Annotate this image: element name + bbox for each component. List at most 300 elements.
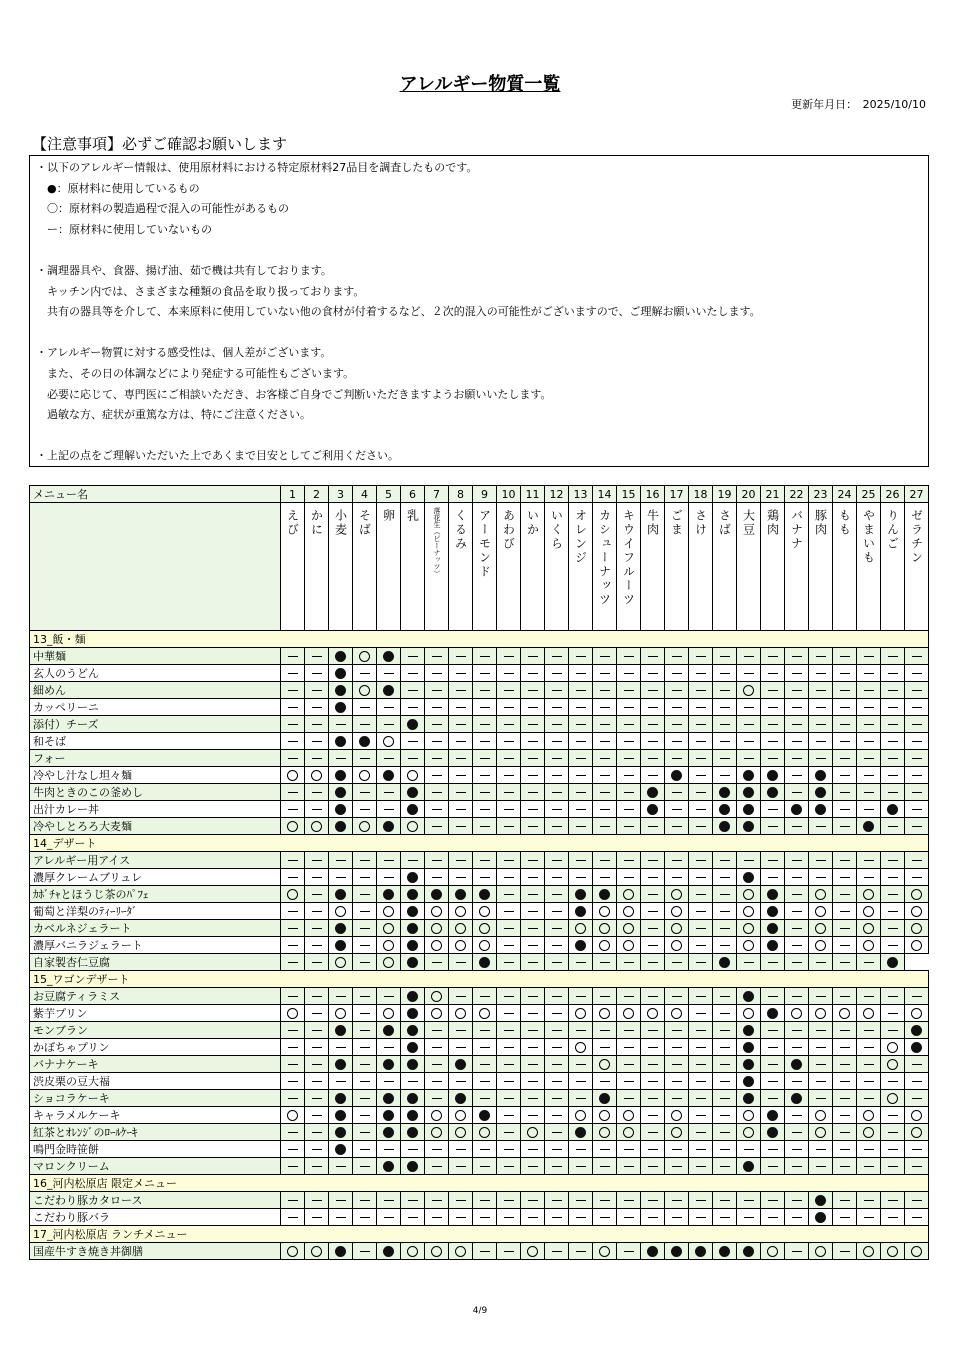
open-circle-mark: [743, 923, 754, 934]
allergen-mark-cell: [905, 869, 929, 886]
dash-mark: [456, 860, 466, 862]
dash-mark: [648, 911, 658, 913]
dash-mark: [696, 792, 706, 794]
allergen-name-cell: [281, 503, 305, 631]
allergen-mark-cell: [329, 767, 353, 784]
allergen-name: 豚肉: [813, 509, 828, 537]
dash-mark: [696, 1098, 706, 1100]
dash-mark: [384, 1149, 394, 1151]
open-circle-mark: [575, 1110, 586, 1121]
dash-mark: [336, 877, 346, 879]
dash-mark: [480, 1217, 490, 1219]
dash-mark: [288, 690, 298, 692]
open-circle-mark: [311, 821, 322, 832]
allergen-mark-cell: [641, 784, 665, 801]
open-circle-mark: [887, 1246, 898, 1257]
filled-circle-mark: [647, 787, 658, 798]
allergen-mark-cell: [713, 988, 737, 1005]
allergen-mark-cell: [857, 733, 881, 750]
allergen-mark-cell: [425, 665, 449, 682]
dash-mark: [816, 877, 826, 879]
dash-mark: [792, 860, 802, 862]
open-circle-mark: [623, 889, 634, 900]
allergen-mark-cell: [593, 648, 617, 665]
allergen-mark-cell: [425, 852, 449, 869]
allergen-mark-cell: [329, 869, 353, 886]
allergen-mark-cell: [737, 818, 761, 835]
dash-mark: [552, 690, 562, 692]
filled-circle-mark: [431, 889, 442, 900]
allergen-mark-cell: [425, 988, 449, 1005]
allergen-name: オレンジ: [573, 509, 588, 565]
allergen-mark-cell: [665, 1243, 689, 1260]
allergen-mark-cell: [713, 801, 737, 818]
allergen-mark-cell: [713, 1158, 737, 1175]
allergen-mark-cell: [905, 716, 929, 733]
allergen-mark-cell: [785, 1107, 809, 1124]
allergen-mark-cell: [425, 903, 449, 920]
allergen-mark-cell: [401, 1073, 425, 1090]
dash-mark: [696, 877, 706, 879]
filled-circle-mark: [383, 1161, 394, 1172]
allergen-mark-cell: [329, 1243, 353, 1260]
dash-mark: [528, 741, 538, 743]
allergen-mark-cell: [281, 699, 305, 716]
open-circle-mark: [431, 1127, 442, 1138]
allergen-mark-cell: [737, 1243, 761, 1260]
allergen-mark-cell: [833, 1073, 857, 1090]
dash-mark: [912, 1166, 922, 1168]
dash-mark: [504, 1217, 514, 1219]
allergen-mark-cell: [569, 1158, 593, 1175]
dash-mark: [504, 1149, 514, 1151]
allergen-mark-cell: [401, 1243, 425, 1260]
menu-name: カベルネジェラート: [30, 920, 281, 937]
allergen-mark-cell: [473, 1039, 497, 1056]
allergen-name: くるみ: [453, 509, 468, 551]
allergen-mark-cell: [857, 665, 881, 682]
dash-mark: [336, 1166, 346, 1168]
allergen-mark-cell: [353, 682, 377, 699]
open-circle-mark: [575, 923, 586, 934]
open-circle-mark: [599, 1127, 610, 1138]
allergen-mark-cell: [425, 699, 449, 716]
allergen-mark-cell: [857, 1192, 881, 1209]
allergen-mark-cell: [881, 784, 905, 801]
allergen-mark-cell: [329, 1141, 353, 1158]
dash-mark: [696, 741, 706, 743]
allergen-mark-cell: [617, 988, 641, 1005]
allergen-mark-cell: [569, 1192, 593, 1209]
open-circle-mark: [575, 1042, 586, 1053]
dash-mark: [672, 962, 682, 964]
dash-mark: [648, 826, 658, 828]
allergen-mark-cell: [377, 784, 401, 801]
allergen-mark-cell: [353, 801, 377, 818]
allergen-mark-cell: [761, 1243, 785, 1260]
open-circle-mark: [815, 889, 826, 900]
dash-mark: [888, 894, 898, 896]
category-row: [30, 1175, 929, 1192]
allergen-mark-cell: [689, 1056, 713, 1073]
notice-line: ・以下のアレルギー情報は、使用原材料における特定原材料27品目を調査したものです。: [36, 161, 478, 174]
allergen-mark-cell: [713, 1192, 737, 1209]
filled-circle-mark: [743, 1059, 754, 1070]
filled-circle-mark: [767, 906, 778, 917]
allergen-mark-cell: [521, 1005, 545, 1022]
dash-mark: [504, 724, 514, 726]
dash-mark: [912, 1064, 922, 1066]
dash-mark: [432, 775, 442, 777]
filled-circle-mark: [791, 1093, 802, 1104]
dash-mark: [648, 656, 658, 658]
open-circle-mark: [623, 940, 634, 951]
allergen-mark-cell: [713, 665, 737, 682]
dash-mark: [648, 928, 658, 930]
dash-mark: [792, 1047, 802, 1049]
filled-circle-mark: [335, 1110, 346, 1121]
allergen-mark-cell: [761, 682, 785, 699]
allergen-mark-cell: [641, 1107, 665, 1124]
allergen-mark-cell: [665, 1107, 689, 1124]
dash-mark: [624, 860, 634, 862]
allergen-mark-cell: [665, 1124, 689, 1141]
allergen-mark-cell: [761, 920, 785, 937]
allergen-mark-cell: [305, 767, 329, 784]
filled-circle-mark: [407, 889, 418, 900]
dash-mark: [384, 758, 394, 760]
allergen-mark-cell: [689, 818, 713, 835]
allergen-mark-cell: [737, 648, 761, 665]
filled-circle-mark: [407, 787, 418, 798]
allergen-mark-cell: [281, 716, 305, 733]
allergen-mark-cell: [713, 716, 737, 733]
open-circle-mark: [383, 736, 394, 747]
allergen-mark-cell: [665, 954, 689, 971]
allergen-mark-cell: [665, 1039, 689, 1056]
allergen-mark-cell: [761, 903, 785, 920]
allergen-mark-cell: [809, 1158, 833, 1175]
open-circle-mark: [287, 770, 298, 781]
filled-circle-mark: [335, 1025, 346, 1036]
allergen-mark-cell: [401, 920, 425, 937]
allergen-mark-cell: [761, 1073, 785, 1090]
allergen-mark-cell: [665, 886, 689, 903]
allergen-mark-cell: [545, 954, 569, 971]
dash-mark: [312, 877, 322, 879]
filled-circle-mark: [359, 736, 370, 747]
dash-mark: [624, 741, 634, 743]
allergen-mark-cell: [521, 886, 545, 903]
allergen-name: 落花生（ピーナッツ）: [433, 507, 441, 577]
allergen-name: キウイフルーツ: [621, 509, 636, 607]
dash-mark: [624, 1166, 634, 1168]
open-circle-mark: [815, 1127, 826, 1138]
filled-circle-mark: [407, 991, 418, 1002]
allergen-mark-cell: [833, 699, 857, 716]
allergen-mark-cell: [785, 1090, 809, 1107]
allergen-mark-cell: [857, 886, 881, 903]
allergen-mark-cell: [569, 920, 593, 937]
allergen-mark-cell: [713, 903, 737, 920]
dash-mark: [384, 1200, 394, 1202]
open-circle-mark: [599, 1059, 610, 1070]
dash-mark: [504, 809, 514, 811]
allergen-mark-cell: [689, 1073, 713, 1090]
allergen-mark-cell: [425, 750, 449, 767]
menu-name: ｶﾎﾞﾁｬとほうじ茶のﾊﾟﾌｪ: [30, 886, 281, 903]
allergen-mark-cell: [641, 699, 665, 716]
allergen-mark-cell: [593, 1090, 617, 1107]
open-circle-mark: [431, 1008, 442, 1019]
allergen-mark-cell: [665, 648, 689, 665]
dash-mark: [504, 928, 514, 930]
dash-mark: [792, 826, 802, 828]
allergen-mark-cell: [593, 1107, 617, 1124]
dash-mark: [480, 1098, 490, 1100]
dash-mark: [528, 1166, 538, 1168]
allergen-mark-cell: [305, 1022, 329, 1039]
dash-mark: [432, 1030, 442, 1032]
dash-mark: [840, 724, 850, 726]
dash-mark: [408, 741, 418, 743]
allergen-mark-cell: [809, 1039, 833, 1056]
allergen-mark-cell: [497, 716, 521, 733]
menu-row: [30, 1090, 929, 1107]
dash-mark: [480, 673, 490, 675]
allergen-mark-cell: [809, 988, 833, 1005]
dash-mark: [744, 1149, 754, 1151]
allergen-mark-cell: [401, 750, 425, 767]
dash-mark: [312, 1030, 322, 1032]
allergen-mark-cell: [329, 920, 353, 937]
dash-mark: [792, 911, 802, 913]
allergen-mark-cell: [449, 648, 473, 665]
dash-mark: [480, 826, 490, 828]
dash-mark: [552, 1217, 562, 1219]
allergen-mark-cell: [473, 954, 497, 971]
allergen-mark-cell: [905, 733, 929, 750]
allergen-mark-cell: [905, 1056, 929, 1073]
allergen-mark-cell: [305, 1124, 329, 1141]
dash-mark: [552, 996, 562, 998]
allergen-mark-cell: [809, 699, 833, 716]
allergen-mark-cell: [641, 1005, 665, 1022]
dash-mark: [768, 1098, 778, 1100]
allergen-mark-cell: [353, 1192, 377, 1209]
dash-mark: [768, 1064, 778, 1066]
allergen-mark-cell: [905, 1158, 929, 1175]
open-circle-mark: [383, 1008, 394, 1019]
allergen-number: 2: [305, 486, 329, 503]
open-circle-mark: [383, 923, 394, 934]
dash-mark: [672, 673, 682, 675]
allergen-mark-cell: [281, 1022, 305, 1039]
allergen-mark-cell: [593, 988, 617, 1005]
filled-circle-mark: [815, 787, 826, 798]
dash-mark: [552, 809, 562, 811]
dash-mark: [504, 1047, 514, 1049]
open-circle-mark: [287, 1008, 298, 1019]
allergen-mark-cell: [857, 784, 881, 801]
dash-mark: [576, 826, 586, 828]
allergen-mark-cell: [521, 818, 545, 835]
allergen-mark-cell: [641, 869, 665, 886]
dash-mark: [768, 1149, 778, 1151]
filled-circle-mark: [335, 804, 346, 815]
dash-mark: [552, 1132, 562, 1134]
dash-mark: [720, 1149, 730, 1151]
allergen-mark-cell: [473, 665, 497, 682]
allergen-mark-cell: [401, 852, 425, 869]
open-circle-mark: [815, 1110, 826, 1121]
allergen-mark-cell: [809, 903, 833, 920]
allergen-mark-cell: [569, 988, 593, 1005]
allergen-mark-cell: [761, 1005, 785, 1022]
allergen-mark-cell: [737, 1124, 761, 1141]
allergen-mark-cell: [689, 1192, 713, 1209]
allergen-mark-cell: [593, 784, 617, 801]
allergen-mark-cell: [449, 1073, 473, 1090]
allergen-mark-cell: [665, 750, 689, 767]
updated-date: 更新年月日： 2025/10/10: [791, 98, 926, 111]
allergen-mark-cell: [281, 937, 305, 954]
allergen-mark-cell: [905, 1005, 929, 1022]
allergen-mark-cell: [377, 750, 401, 767]
allergen-mark-cell: [497, 682, 521, 699]
allergen-mark-cell: [281, 750, 305, 767]
dash-mark: [288, 911, 298, 913]
dash-mark: [792, 1132, 802, 1134]
dash-mark: [456, 707, 466, 709]
allergen-mark-cell: [521, 1090, 545, 1107]
dash-mark: [384, 1217, 394, 1219]
allergen-mark-cell: [569, 784, 593, 801]
allergen-mark-cell: [353, 665, 377, 682]
allergen-name-cell: [665, 503, 689, 631]
notice-line: 共有の器具等を介して、本来原料に使用していない他の食材が付着するなど、２次的混入の可能性がございますので、ご理解お願いいたします。: [36, 305, 761, 319]
dash-mark: [360, 1030, 370, 1032]
menu-row: [30, 750, 929, 767]
dash-mark: [576, 1030, 586, 1032]
allergen-mark-cell: [665, 988, 689, 1005]
allergen-mark-cell: [377, 1022, 401, 1039]
allergen-mark-cell: [809, 1243, 833, 1260]
dash-mark: [600, 656, 610, 658]
dash-mark: [912, 1098, 922, 1100]
allergen-mark-cell: [593, 1005, 617, 1022]
dash-mark: [552, 1149, 562, 1151]
allergen-mark-cell: [545, 920, 569, 937]
dash-mark: [672, 809, 682, 811]
allergen-mark-cell: [473, 699, 497, 716]
notice-line: キッチン内では、さまざまな種類の食品を取り扱っております。: [36, 284, 365, 298]
dash-mark: [288, 928, 298, 930]
dash-mark: [720, 860, 730, 862]
allergen-mark-cell: [377, 1124, 401, 1141]
menu-header-blank: [30, 503, 281, 631]
allergen-mark-cell: [449, 903, 473, 920]
dash-mark: [816, 1047, 826, 1049]
menu-name: こだわり豚バラ: [30, 1209, 281, 1226]
filled-circle-mark: [575, 889, 586, 900]
allergen-mark-cell: [521, 1124, 545, 1141]
dash-mark: [528, 911, 538, 913]
filled-circle-mark: [407, 1025, 418, 1036]
dash-mark: [384, 673, 394, 675]
allergen-mark-cell: [689, 784, 713, 801]
dash-mark: [792, 1149, 802, 1151]
allergen-mark-cell: [449, 1124, 473, 1141]
dash-mark: [672, 1030, 682, 1032]
dash-mark: [288, 945, 298, 947]
allergen-mark-cell: [641, 733, 665, 750]
allergen-mark-cell: [281, 1090, 305, 1107]
page-number: 4/9: [472, 1306, 488, 1316]
allergen-mark-cell: [641, 1056, 665, 1073]
dash-mark: [384, 1047, 394, 1049]
dash-mark: [312, 724, 322, 726]
allergen-mark-cell: [545, 1039, 569, 1056]
dash-mark: [312, 962, 322, 964]
allergen-mark-cell: [833, 1056, 857, 1073]
dash-mark: [888, 1081, 898, 1083]
allergen-mark-cell: [809, 869, 833, 886]
filled-circle-mark: [335, 923, 346, 934]
allergen-name-cell: [617, 503, 641, 631]
dash-mark: [648, 1149, 658, 1151]
allergen-mark-cell: [833, 1141, 857, 1158]
open-circle-mark: [335, 957, 346, 968]
allergen-mark-cell: [305, 733, 329, 750]
dash-mark: [840, 911, 850, 913]
dash-mark: [816, 1098, 826, 1100]
allergen-name-cell: [737, 503, 761, 631]
allergen-mark-cell: [785, 1158, 809, 1175]
open-circle-mark: [671, 923, 682, 934]
dash-mark: [672, 1149, 682, 1151]
open-circle-mark: [887, 1059, 898, 1070]
allergen-mark-cell: [305, 1039, 329, 1056]
allergen-mark-cell: [617, 1005, 641, 1022]
dash-mark: [912, 758, 922, 760]
allergen-mark-cell: [305, 750, 329, 767]
filled-circle-mark: [335, 770, 346, 781]
dash-mark: [480, 741, 490, 743]
allergen-mark-cell: [857, 750, 881, 767]
allergen-mark-cell: [593, 1039, 617, 1056]
filled-circle-mark: [743, 1025, 754, 1036]
allergen-mark-cell: [545, 818, 569, 835]
allergen-mark-cell: [497, 1209, 521, 1226]
allergen-mark-cell: [569, 818, 593, 835]
menu-row: [30, 988, 929, 1005]
allergen-mark-cell: [281, 852, 305, 869]
open-circle-mark: [431, 923, 442, 934]
allergen-mark-cell: [833, 1090, 857, 1107]
allergen-mark-cell: [353, 1243, 377, 1260]
dash-mark: [720, 1098, 730, 1100]
allergen-mark-cell: [281, 1107, 305, 1124]
allergen-mark-cell: [665, 1005, 689, 1022]
allergen-mark-cell: [593, 886, 617, 903]
allergen-mark-cell: [569, 886, 593, 903]
dash-mark: [888, 792, 898, 794]
allergen-mark-cell: [305, 954, 329, 971]
open-circle-mark: [335, 1008, 346, 1019]
allergen-mark-cell: [401, 1141, 425, 1158]
allergen-mark-cell: [377, 1243, 401, 1260]
